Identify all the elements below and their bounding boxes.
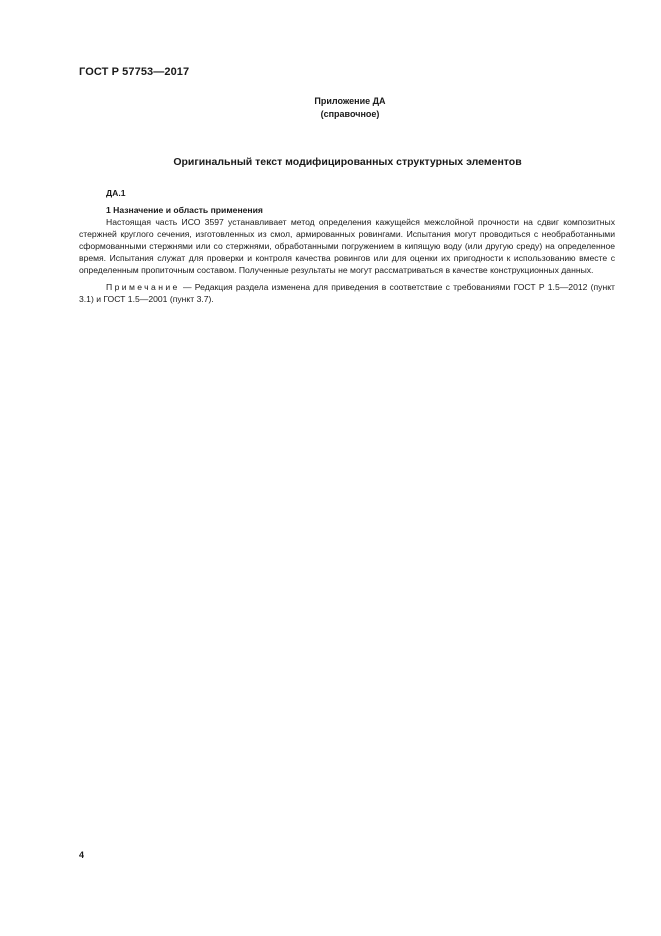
annex-heading [0,95,661,121]
standard-designation: ГОСТ Р 57753—2017 [79,66,190,78]
clause-heading: 1 Назначение и область применения [106,205,263,215]
note-text: — Редакция раздела изменена для приведения в соответствие с требованиями ГОСТ Р 1.5—2012 (пункт 3.1) и ГОСТ 1.5—2001 (пункт 3.7). [79,282,615,304]
annex-title: Приложение ДА [314,96,386,106]
annex-type: (справочное) [320,109,380,119]
note-label: Примечание [106,282,180,292]
document-body [79,187,615,314]
scope-paragraph: Настоящая часть ИСО 3597 устанавливает метод определения кажущейся межслойной прочности на сдвиг композитных стержней круглого сечения, изготовленных из смол, армированных ровингами. Испытания могут проводиться с необработанными сформованными стержнями или со стержнями, обработанными погружением в кипящую воду (или другую среду) на определенное время. Испытания служат для проверки и контроля качества ровингов или для оценки их пригодности к использованию вместе с определенным пропиточным составом. Полученные результаты не могут рассматриваться в качестве конструкционных данных. [79,217,615,275]
section-title: Оригинальный текст модифицированных структурных элементов [173,156,522,168]
note-paragraph [79,281,615,305]
subsection-label: ДА.1 [106,188,126,198]
page-number: 4 [79,850,85,860]
